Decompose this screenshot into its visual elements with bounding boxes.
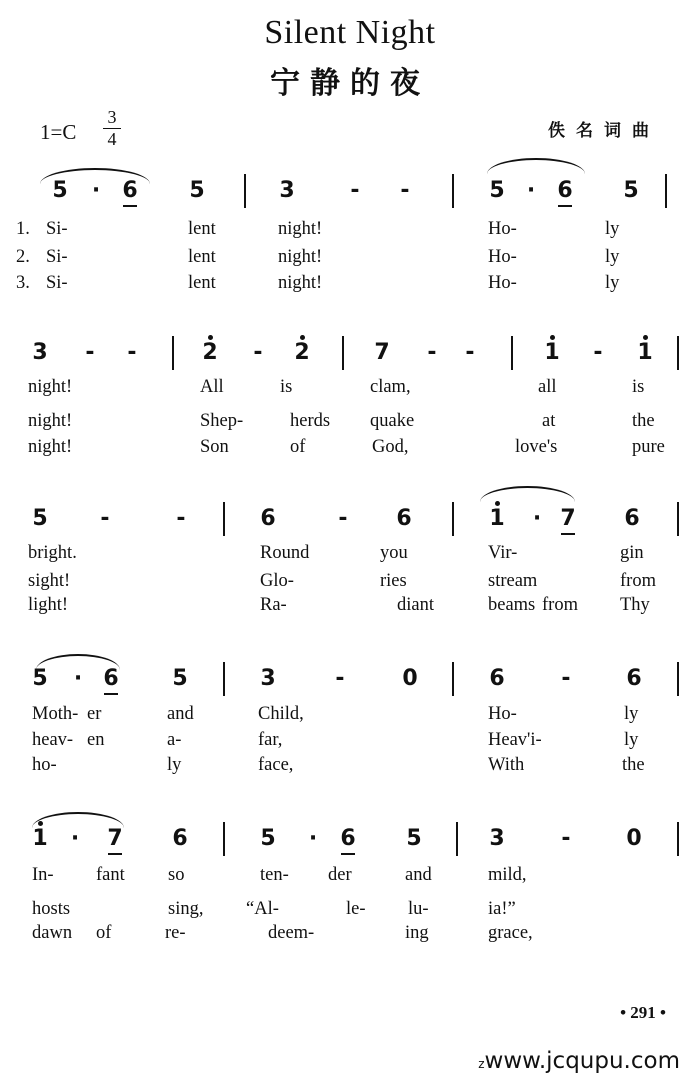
note-dash — [554, 666, 578, 692]
barline — [456, 822, 458, 856]
verse-number: 3. — [16, 273, 30, 293]
note-symbol: 3 — [489, 826, 505, 851]
note — [290, 340, 314, 366]
note-dash — [458, 340, 482, 366]
note-dash — [120, 340, 144, 366]
note-symbol: 1 — [32, 826, 48, 851]
lyric-syllable: and — [405, 865, 432, 885]
verse-number: 1. — [16, 219, 30, 239]
time-signature-top: 3 — [107, 107, 117, 127]
note-symbol: 5 — [489, 178, 505, 203]
barline — [223, 662, 225, 696]
song-title-english: Silent Night — [264, 14, 436, 51]
lyric-syllable: face, — [258, 755, 294, 775]
lyric-syllable: Ho- — [488, 219, 517, 239]
note-symbol: 7 — [374, 340, 390, 365]
lyric-syllable: sing, — [168, 899, 204, 919]
underline-mark — [341, 853, 355, 855]
note — [485, 666, 509, 692]
lyric-syllable: stream — [488, 571, 538, 591]
note-dash — [586, 340, 610, 366]
note-symbol: 5 — [260, 826, 276, 851]
lyric-syllable: ho- — [32, 755, 57, 775]
lyric-syllable: Ho- — [488, 704, 517, 724]
note — [485, 178, 509, 204]
underline-mark — [558, 205, 572, 207]
barline — [244, 174, 246, 208]
barline — [172, 336, 174, 370]
note-symbol: - — [350, 178, 360, 203]
note-symbol: 5 — [623, 178, 639, 203]
note-dash — [554, 826, 578, 852]
lyric-syllable: Si- — [46, 273, 68, 293]
lyric-syllable: ia!” — [488, 899, 516, 919]
note-symbol: 5 — [32, 666, 48, 691]
note-dash — [93, 506, 117, 532]
note — [256, 506, 280, 532]
barline — [665, 174, 667, 208]
barline — [452, 502, 454, 536]
barline — [511, 336, 513, 370]
lyric-syllable: Thy — [620, 595, 650, 615]
lyric-syllable: gin — [620, 543, 644, 563]
lyric-syllable: of — [96, 923, 112, 943]
lyric-syllable: In- — [32, 865, 54, 885]
note-symbol: 6 — [172, 826, 188, 851]
lyric-syllable: Round — [260, 543, 310, 563]
note-symbol: - — [85, 340, 95, 365]
barline — [677, 662, 679, 696]
lyric-syllable: herds — [290, 411, 331, 431]
barline — [452, 662, 454, 696]
note-symbol: 0 — [626, 826, 642, 851]
note-symbol: 2 — [294, 340, 310, 365]
lyric-syllable: is — [280, 377, 293, 397]
note-dash — [328, 666, 352, 692]
note-dash — [343, 178, 367, 204]
barline — [452, 174, 454, 208]
note-dot — [301, 826, 325, 852]
barline — [677, 822, 679, 856]
lyric-syllable: is — [632, 377, 645, 397]
barline — [223, 502, 225, 536]
barline — [342, 336, 344, 370]
lyric-syllable: and — [167, 704, 194, 724]
key-signature: 1=C — [40, 120, 77, 144]
note-symbol: 6 — [626, 666, 642, 691]
lyric-syllable: Ra- — [260, 595, 287, 615]
note — [28, 826, 52, 852]
time-signature-bottom: 4 — [107, 129, 117, 149]
lyric-syllable: Glo- — [260, 571, 294, 591]
lyric-syllable: love's — [515, 437, 558, 457]
lyric-syllable: night! — [278, 273, 323, 293]
note-symbol: - — [176, 506, 186, 531]
lyric-syllable: pure — [632, 437, 665, 457]
lyric-syllable: fant — [96, 865, 125, 885]
note-symbol: · — [70, 826, 80, 851]
note — [370, 340, 394, 366]
lyric-syllable: ly — [624, 704, 639, 724]
lyric-syllable: ly — [167, 755, 182, 775]
note — [256, 826, 280, 852]
credit-line: 佚名词曲 — [548, 121, 660, 141]
lyric-syllable: of — [290, 437, 306, 457]
note-symbol: 6 — [103, 666, 119, 691]
note-symbol: - — [593, 340, 603, 365]
barline — [677, 336, 679, 370]
lyric-syllable: hosts — [32, 899, 71, 919]
note — [485, 826, 509, 852]
note-dot — [519, 178, 543, 204]
lyric-syllable: Moth- — [32, 704, 79, 724]
lyric-syllable: the — [622, 755, 645, 775]
lyric-syllable: God, — [372, 437, 409, 457]
note-symbol: 7 — [560, 506, 576, 531]
note-dash — [420, 340, 444, 366]
lyric-syllable: le- — [346, 899, 366, 919]
lyric-syllable: ly — [605, 247, 620, 267]
note — [402, 826, 426, 852]
note-dot — [63, 826, 87, 852]
lyric-syllable: ly — [605, 273, 620, 293]
note — [633, 340, 657, 366]
note — [185, 178, 209, 204]
lyric-syllable: sight! — [28, 571, 71, 591]
note-symbol: 0 — [402, 666, 418, 691]
note-symbol: 5 — [172, 666, 188, 691]
note-symbol: 6 — [396, 506, 412, 531]
lyric-syllable: re- — [165, 923, 186, 943]
note-symbol: 2 — [202, 340, 218, 365]
underline-mark — [123, 205, 137, 207]
lyric-syllable: night! — [28, 377, 73, 397]
note-symbol: - — [465, 340, 475, 365]
note — [620, 506, 644, 532]
note — [398, 666, 422, 692]
lyric-syllable: heav- — [32, 730, 74, 750]
note-symbol: 3 — [279, 178, 295, 203]
lyric-syllable: mild, — [488, 865, 527, 885]
lyric-syllable: lent — [188, 273, 216, 293]
note — [392, 506, 416, 532]
song-title-chinese: 宁静的夜 — [270, 66, 430, 101]
note-symbol: · — [91, 178, 101, 203]
note-dot — [525, 506, 549, 532]
note — [622, 826, 646, 852]
website-watermark — [478, 1048, 680, 1074]
lyric-syllable: Child, — [258, 704, 304, 724]
note — [540, 340, 564, 366]
lyric-syllable: diant — [397, 595, 434, 615]
note-symbol: 1 — [544, 340, 560, 365]
note-symbol: 5 — [406, 826, 422, 851]
lyric-syllable: night! — [278, 219, 323, 239]
note-dash — [78, 340, 102, 366]
lyric-syllable: grace, — [488, 923, 533, 943]
note-symbol: - — [127, 340, 137, 365]
underline-mark — [561, 533, 575, 535]
verse-number: 2. — [16, 247, 30, 267]
underline-mark — [108, 853, 122, 855]
lyric-syllable: ly — [624, 730, 639, 750]
note-symbol: 3 — [260, 666, 276, 691]
octave-dot — [643, 335, 648, 340]
slur-arc — [40, 168, 150, 184]
note-dash — [331, 506, 355, 532]
note-symbol: · — [73, 666, 83, 691]
lyric-syllable: Si- — [46, 247, 68, 267]
note — [168, 826, 192, 852]
barline — [223, 822, 225, 856]
lyric-syllable: night! — [28, 437, 73, 457]
note — [198, 340, 222, 366]
slur-arc — [32, 812, 124, 828]
lyric-syllable: from — [542, 595, 578, 615]
note-symbol: 6 — [489, 666, 505, 691]
lyric-syllable: light! — [28, 595, 69, 615]
note-symbol: 6 — [557, 178, 573, 203]
lyric-syllable: far, — [258, 730, 283, 750]
lyric-syllable: you — [380, 543, 408, 563]
note-dash — [169, 506, 193, 532]
underline-mark — [104, 693, 118, 695]
lyric-syllable: beams — [488, 595, 536, 615]
note-symbol: - — [561, 826, 571, 851]
note-symbol: - — [561, 666, 571, 691]
note-symbol: 5 — [52, 178, 68, 203]
slur-arc — [487, 158, 585, 174]
note-symbol: 5 — [32, 506, 48, 531]
page-number: • 291 • — [620, 1003, 666, 1022]
note-dash — [246, 340, 270, 366]
time-signature — [103, 108, 121, 149]
lyric-syllable: from — [620, 571, 656, 591]
note — [485, 506, 509, 532]
lyric-syllable: Ho- — [488, 273, 517, 293]
note — [622, 666, 646, 692]
website-prefix: z — [478, 1057, 485, 1071]
note — [553, 178, 577, 204]
note-symbol: - — [427, 340, 437, 365]
lyric-syllable: lent — [188, 219, 216, 239]
lyric-syllable: Si- — [46, 219, 68, 239]
note-symbol: · — [308, 826, 318, 851]
note — [28, 506, 52, 532]
note-symbol: · — [532, 506, 542, 531]
note-symbol: · — [526, 178, 536, 203]
lyric-syllable: so — [168, 865, 185, 885]
lyric-syllable: the — [632, 411, 655, 431]
octave-dot — [208, 335, 213, 340]
lyric-syllable: quake — [370, 411, 415, 431]
lyric-syllable: “Al- — [246, 899, 279, 919]
lyric-syllable: ten- — [260, 865, 289, 885]
note — [275, 178, 299, 204]
lyric-syllable: at — [542, 411, 556, 431]
lyric-syllable: dawn — [32, 923, 73, 943]
note-symbol: - — [335, 666, 345, 691]
note-symbol: 1 — [489, 506, 505, 531]
lyric-syllable: Heav'i- — [488, 730, 542, 750]
lyric-syllable: clam, — [370, 377, 411, 397]
lyric-syllable: ing — [405, 923, 429, 943]
note — [103, 826, 127, 852]
lyric-syllable: ly — [605, 219, 620, 239]
lyric-syllable: Vir- — [488, 543, 518, 563]
lyric-syllable: Ho- — [488, 247, 517, 267]
lyric-syllable: a- — [167, 730, 182, 750]
lyric-syllable: Son — [200, 437, 229, 457]
note-symbol: 7 — [107, 826, 123, 851]
lyric-syllable: All — [200, 377, 224, 397]
lyric-syllable: ries — [380, 571, 407, 591]
note — [619, 178, 643, 204]
note-symbol: - — [100, 506, 110, 531]
note-symbol: - — [400, 178, 410, 203]
note-symbol: 6 — [624, 506, 640, 531]
note-symbol: 6 — [122, 178, 138, 203]
lyric-syllable: en — [87, 730, 105, 750]
lyric-syllable: night! — [28, 411, 73, 431]
note — [28, 340, 52, 366]
note-symbol: 5 — [189, 178, 205, 203]
lyric-syllable: er — [87, 704, 102, 724]
barline — [677, 502, 679, 536]
lyric-syllable: lent — [188, 247, 216, 267]
lyric-syllable: lu- — [408, 899, 429, 919]
lyric-syllable: der — [328, 865, 352, 885]
note-symbol: 6 — [340, 826, 356, 851]
octave-dot — [300, 335, 305, 340]
note-symbol: 1 — [637, 340, 653, 365]
lyric-syllable: night! — [278, 247, 323, 267]
note-symbol: 6 — [260, 506, 276, 531]
lyric-syllable: With — [488, 755, 525, 775]
octave-dot — [550, 335, 555, 340]
note-dash — [393, 178, 417, 204]
lyric-syllable: all — [538, 377, 557, 397]
website-url: www.jcqupu.com — [484, 1048, 680, 1074]
note-symbol: - — [253, 340, 263, 365]
note — [556, 506, 580, 532]
note-symbol: 3 — [32, 340, 48, 365]
lyric-syllable: Shep- — [200, 411, 244, 431]
note-symbol: - — [338, 506, 348, 531]
lyric-syllable: bright. — [28, 543, 77, 563]
lyric-syllable: deem- — [268, 923, 315, 943]
note — [336, 826, 360, 852]
note — [168, 666, 192, 692]
slur-arc — [480, 486, 575, 502]
slur-arc — [36, 654, 120, 670]
note — [256, 666, 280, 692]
